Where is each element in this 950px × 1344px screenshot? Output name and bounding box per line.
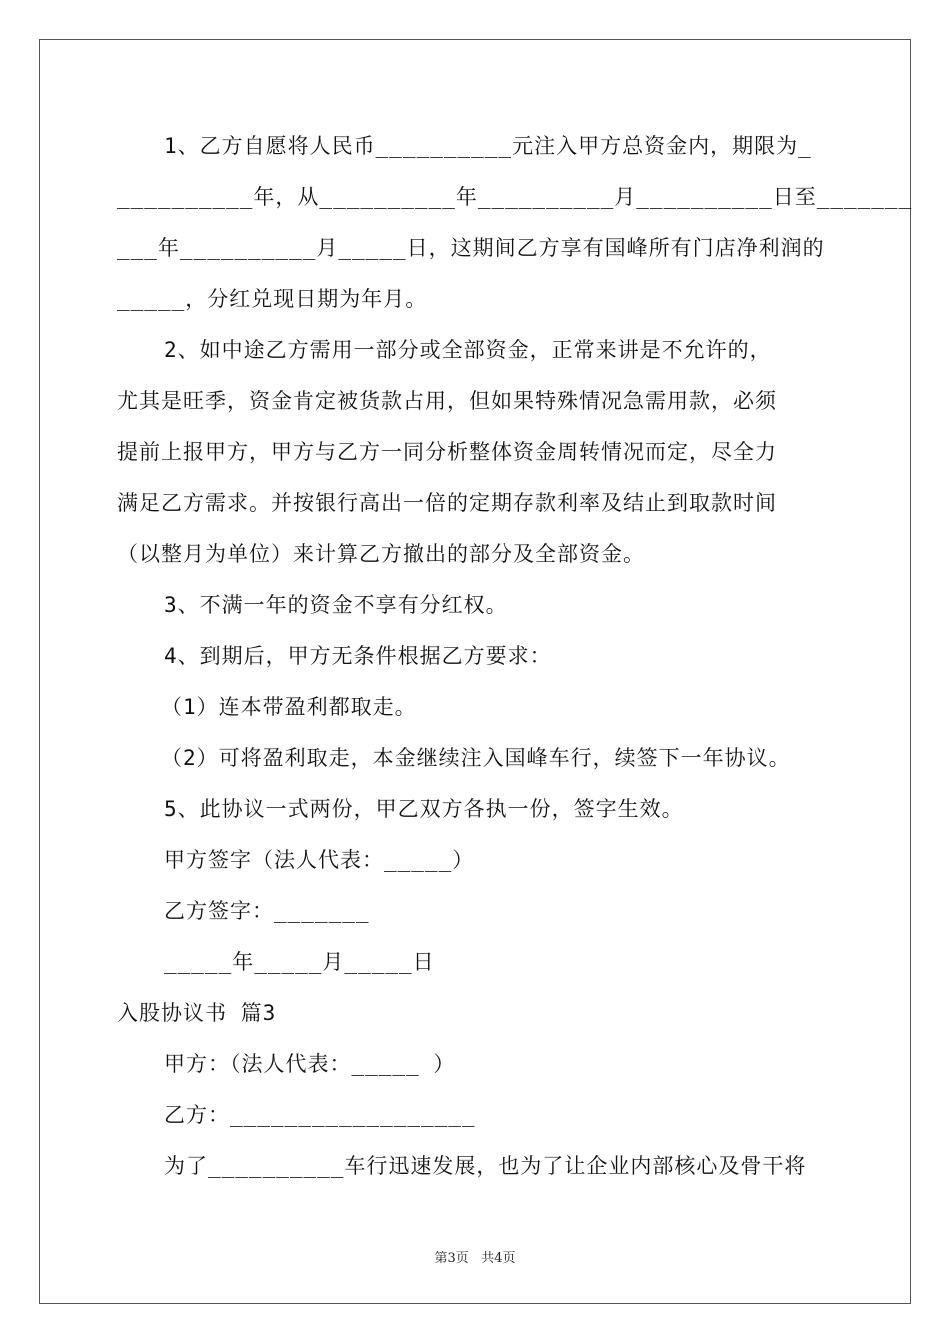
total-pages: 共4页	[481, 1251, 516, 1266]
clause-2-line-1: 2、如中途乙方需用一部分或全部资金，正常来讲是不允许的，	[164, 338, 772, 362]
clause-2-line-5: （以整月为单位）来计算乙方撤出的部分及全部资金。	[117, 542, 645, 566]
clause-1-line-1: 1、乙方自愿将人民币__________元注入甲方总资金内，期限为_	[164, 134, 812, 158]
clause-4: 4、到期后，甲方无条件根据乙方要求：	[164, 644, 552, 668]
party-a-signature: 甲方签字（法人代表：_____）	[164, 848, 475, 872]
clause-2-line-4: 满足乙方需求。并按银行高出一倍的定期存款利率及结止到取款时间	[117, 491, 777, 515]
section-heading: 入股协议书 篇3	[117, 1001, 277, 1025]
clause-1-line-4: _____，分红兑现日期为年月。	[117, 287, 428, 311]
party-b-signature: 乙方签字：_______	[164, 899, 370, 923]
clause-3: 3、不满一年的资金不享有分红权。	[164, 593, 508, 617]
clause-2-line-2: 尤其是旺季，资金肯定被货款占用，但如果特殊情况急需用款，必须	[117, 389, 777, 413]
clause-1-line-2: __________年，从__________年__________月__________日至_______	[117, 185, 913, 209]
signature-date: _____年_____月_____日	[164, 950, 435, 974]
clause-4-item-2: （2）可将盈利取走，本金继续注入国峰车行，续签下一年协议。	[161, 746, 791, 770]
clause-5: 5、此协议一式两份，甲乙双方各执一份，签字生效。	[164, 797, 684, 821]
party-a-field: 甲方：（法人代表：_____ ）	[164, 1052, 456, 1076]
page-number: 第3页	[434, 1251, 469, 1266]
clause-1-line-3: ___年__________月_____日，这期间乙方享有国峰所有门店净利润的	[117, 236, 825, 260]
preamble-line: 为了__________车行迅速发展，也为了让企业内部核心及骨干将	[164, 1154, 807, 1178]
page-footer	[0, 1247, 950, 1266]
document-body	[117, 128, 913, 1199]
clause-4-item-1: （1）连本带盈利都取走。	[161, 695, 417, 719]
clause-2-line-3: 提前上报甲方，甲方与乙方一同分析整体资金周转情况而定，尽全力	[117, 440, 777, 464]
party-b-field: 乙方：__________________	[164, 1103, 476, 1127]
